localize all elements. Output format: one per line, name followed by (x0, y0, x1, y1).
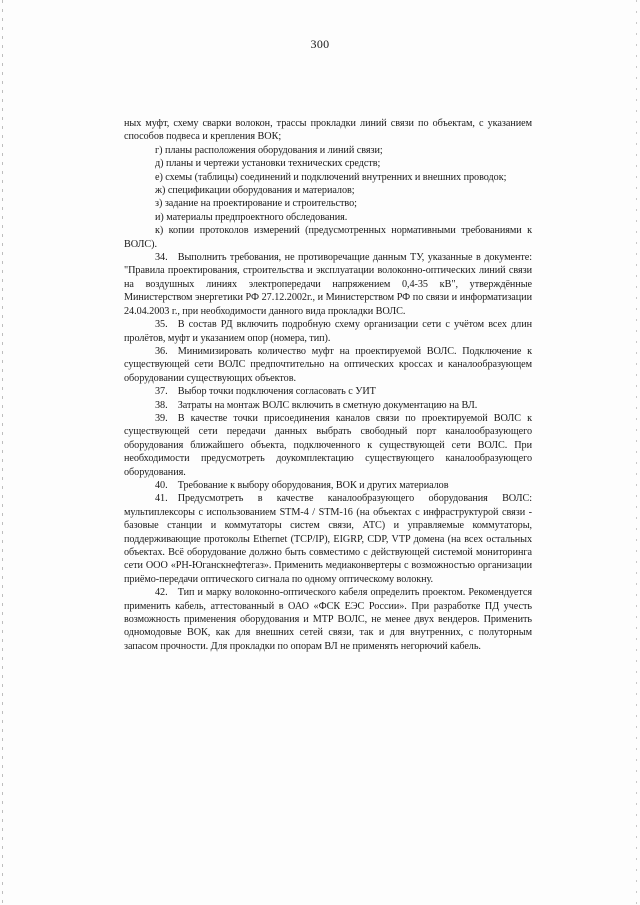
body-text (124, 117, 532, 653)
list-item-zh: ж) спецификации оборудования и материалов; (155, 185, 355, 197)
clause-40: 40. Требование к выбору оборудования, ВОК и других материалов (155, 479, 449, 491)
clause-42: 42. Тип и марку волоконно-оптического кабеля определить проектом. Рекомендуется применить кабель, аттестованный в ОАО «ФСК ЕЭС России». При разработке ПД учесть возможность применения оборудования и МТР ВОЛС, не менее двух вендеров. Применить одномодовые ВОК, как для внешних сетей связи, так и для внутренних, с полуторным запасом прочности. Для прокладки по опорам ВЛ не применять негорючий кабель. (124, 587, 532, 652)
list-item-e: е) схемы (таблицы) соединений и подключений внутренних и внешних проводок; (155, 171, 507, 183)
list-item-k: к) копии протоколов измерений (предусмотренных нормативными требованиями к ВОЛС). (124, 225, 532, 250)
list-item-g: г) планы расположения оборудования и линий связи; (155, 144, 383, 156)
scan-edge-right (636, 0, 637, 905)
clause-41: 41. Предусмотреть в качестве каналообразующего оборудования ВОЛС: мультиплексоры с использованием STM-4 / STM-16 (на объектах с инфраструктурой связи - базовые станции и коммутаторы систем связи, АТС) и управляемые коммутаторы, поддерживающие протоколы Ethernet (TCP/IP), EIGRP, CDP, VTP домена (на всех остальных объектах. Всё оборудование должно быть совместимо с действующей системой мониторинга сети ООО «РН-Юганскнефтегаз». Применить медиаконвертеры с возможностью организации приёмо-передачи оптического сигнала по одному оптическому волокну. (124, 493, 532, 585)
clause-37: 37. Выбор точки подключения согласовать с УИТ (155, 386, 376, 398)
clause-34: 34. Выполнить требования, не противоречащие данным ТУ, указанные в документе: "Правила проектирования, строительства и эксплуатации волоконно-оптических линий связи на воздушных линиях электропередачи напряжением 0,4-35 кВ", утверждённые Министерством энергетики РФ 27.12.2002г., и Министерством РФ по связи и информатизации 24.04.2003 г., при необходимости данного вида прокладки ВОЛС. (124, 252, 532, 317)
page-number: 300 (310, 37, 330, 51)
clause-35: 35. В состав РД включить подробную схему организации сети с учётом всех длин пролётов, муфт и указанием опор (номера, тип). (124, 319, 532, 344)
clause-39: 39. В качестве точки присоединения каналов связи по проектируемой ВОЛС к существующей сети передачи данных выбрать свободный порт каналообразующего оборудования ближайшего объекта, подключенного к существующей сети ВОЛС. При необходимости предусмотреть доукомплектацию существующего каналообразующего оборудования. (124, 412, 532, 478)
clause-38: 38. Затраты на монтаж ВОЛС включить в сметную документацию на ВЛ. (155, 399, 478, 411)
clause-36: 36. Минимизировать количество муфт на проектируемой ВОЛС. Подключение к существующей сети ВОЛС предпочтительно на оптических кроссах и каналообразующем оборудовании существующих объектов. (124, 345, 532, 384)
list-item-z: з) задание на проектирование и строительство; (155, 198, 357, 210)
list-item-i: и) материалы предпроектного обследования. (155, 211, 348, 223)
scan-edge-left (2, 0, 3, 905)
paragraph: ных муфт, схему сварки волокон, трассы прокладки линий связи по объектам, с указанием способов подвеса и крепления ВОК; (124, 118, 532, 143)
list-item-d: д) планы и чертежи установки технических средств; (155, 158, 381, 170)
